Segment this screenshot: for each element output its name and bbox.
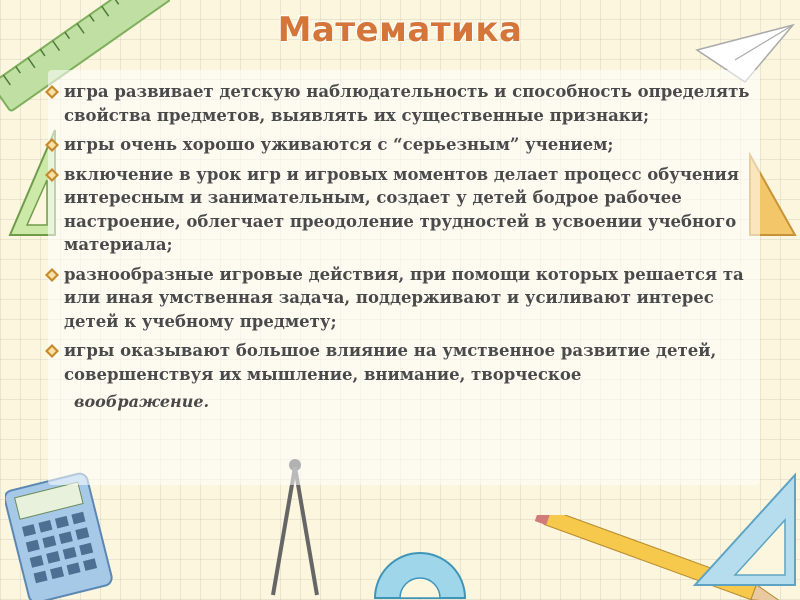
bullet-text: игры оказывают большое влияние на умственное развитие детей, совершенствуя их мышление, внимание, творческое bbox=[64, 341, 717, 384]
protractor-icon bbox=[370, 530, 470, 600]
bullet-list bbox=[40, 80, 760, 411]
list-item bbox=[40, 133, 760, 157]
list-item bbox=[40, 80, 760, 127]
diamond-bullet-icon bbox=[40, 343, 64, 359]
diamond-bullet-icon bbox=[40, 84, 64, 100]
calculator-icon bbox=[5, 470, 115, 600]
list-item bbox=[40, 163, 760, 257]
diamond-bullet-icon bbox=[40, 137, 64, 153]
diamond-bullet-icon bbox=[40, 267, 64, 283]
list-item bbox=[40, 263, 760, 334]
bullet-text: разнообразные игровые действия, при помощи которых решается та или иная умственная задача, поддерживают и усиливают интерес детей к учебному предмету; bbox=[64, 264, 744, 331]
list-item bbox=[40, 339, 760, 386]
diamond-bullet-icon bbox=[40, 167, 64, 183]
bullet-text: игра развивает детскую наблюдательность и способность определять свойства предметов, выявлять их существенные признаки; bbox=[64, 82, 750, 125]
bullet-text: включение в урок игр и игровых моментов делает процесс обучения интересным и занимательным, создает у детей бодрое рабочее настроение, облегчает преодоление трудностей в усвоении учебного материала; bbox=[64, 164, 739, 254]
triangle-ruler-icon bbox=[690, 470, 800, 590]
page-title: Математика bbox=[277, 10, 523, 50]
tail-text: воображение. bbox=[74, 392, 210, 411]
bullet-text: игры очень хорошо уживаются с “серьезным” учением; bbox=[64, 135, 614, 154]
